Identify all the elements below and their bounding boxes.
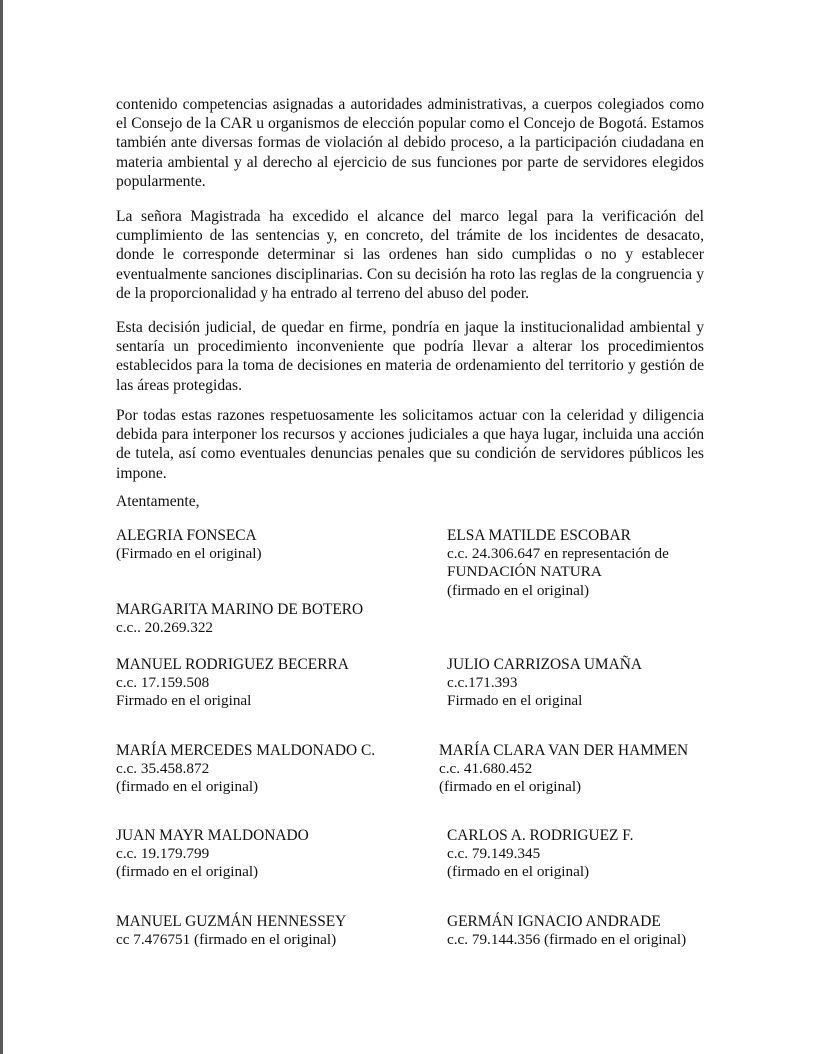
signatory-detail: (firmado en el original) [116, 863, 259, 881]
signatory-name: ELSA MATILDE ESCOBAR [447, 527, 631, 544]
signatory-detail: cc 7.476751 (firmado en el original) [116, 931, 337, 949]
signatory-block [439, 742, 688, 797]
signatory-name: MARÍA CLARA VAN DER HAMMEN [439, 742, 689, 759]
paragraph-4: Por todas estas razones respetuosamente les solicitamos actuar con la celeridad y diligencia debida para interponer los recursos y acciones judiciales a que haya lugar, incluida una acción de tutela, así como eventuales denuncias penales que su condición de servidores públicos les impone. [116, 407, 704, 482]
paragraph-1: contenido competencias asignadas a autoridades administrativas, a cuerpos colegiados como el Consejo de la CAR u organismos de elección popular como el Concejo de Bogotá. Estamos también ante diversas formas de violación al debido proceso, a la participación ciudadana en materia ambiental y al derecho al ejercicio de sus funciones por parte de servidores elegidos popularmente. [116, 96, 704, 190]
signatory-detail: c.c. 19.179.799 [116, 845, 210, 863]
signatory-detail: c.c. 35.458.872 [116, 760, 210, 778]
signatory-name: MANUEL GUZMÁN HENNESSEY [116, 913, 347, 930]
signatory-block [447, 656, 642, 711]
signatory-block [116, 527, 262, 563]
signatory-block [447, 527, 669, 600]
signatory-block [447, 913, 686, 949]
signatory-name: JUAN MAYR MALDONADO [116, 827, 309, 844]
signatory-detail: Firmado en el original [447, 692, 583, 710]
signatory-detail: c.c. 79.149.345 [447, 845, 541, 863]
signatory-name: ALEGRIA FONSECA [116, 527, 257, 544]
signatory-name: GERMÁN IGNACIO ANDRADE [447, 913, 661, 930]
signatory-block [116, 742, 375, 797]
signatory-name: MARGARITA MARINO DE BOTERO [116, 601, 364, 618]
signatory-detail: Firmado en el original [116, 692, 252, 710]
signatory-detail: (firmado en el original) [116, 778, 259, 796]
signatory-block [116, 601, 363, 637]
signatory-detail: c.c. 79.144.356 (firmado en el original) [447, 931, 687, 949]
signatory-detail: c.c.. 20.269.322 [116, 619, 214, 637]
paragraph-2: La señora Magistrada ha excedido el alcance del marco legal para la verificación del cumplimiento de las sentencias y, en concreto, del trámite de los incidentes de desacato, donde le corresponde determinar si las ordenes han sido cumplidas o no y establecer eventualmente sanciones disciplinarias. Con su decisión ha roto las reglas de la congruencia y de la proporcionalidad y ha entrado al terreno del abuso del poder. [116, 208, 704, 302]
signatory-block [447, 827, 633, 882]
signatory-detail: (Firmado en el original) [116, 545, 262, 563]
signatory-detail: c.c.171.393 [447, 674, 518, 692]
signatory-detail: (firmado en el original) [439, 778, 582, 796]
signatory-name: MARÍA MERCEDES MALDONADO C. [116, 742, 376, 759]
signatory-detail: c.c. 17.159.508 [116, 674, 210, 692]
signatory-detail: (firmado en el original) [447, 863, 590, 881]
signatory-detail: FUNDACIÓN NATURA [447, 563, 602, 581]
signatory-detail: (firmado en el original) [447, 581, 590, 599]
signatory-detail: c.c. 24.306.647 en representación de [447, 545, 669, 563]
paragraph-3: Esta decisión judicial, de quedar en firme, pondría en jaque la institucionalidad ambiental y sentaría un procedimiento inconveniente que podría llevar a alterar los procedimientos establecidos para la toma de decisiones en materia de ordenamiento del territorio y gestión de las áreas protegidas. [116, 319, 704, 394]
signatory-detail: c.c. 41.680.452 [439, 760, 533, 778]
closing-salutation: Atentamente, [116, 493, 200, 510]
signatory-name: JULIO CARRIZOSA UMAÑA [447, 656, 642, 673]
signatory-block [116, 827, 309, 882]
signatory-name: MANUEL RODRIGUEZ BECERRA [116, 656, 349, 673]
signatory-block [116, 913, 346, 949]
signatory-name: CARLOS A. RODRIGUEZ F. [447, 827, 634, 844]
signatory-block [116, 656, 349, 711]
